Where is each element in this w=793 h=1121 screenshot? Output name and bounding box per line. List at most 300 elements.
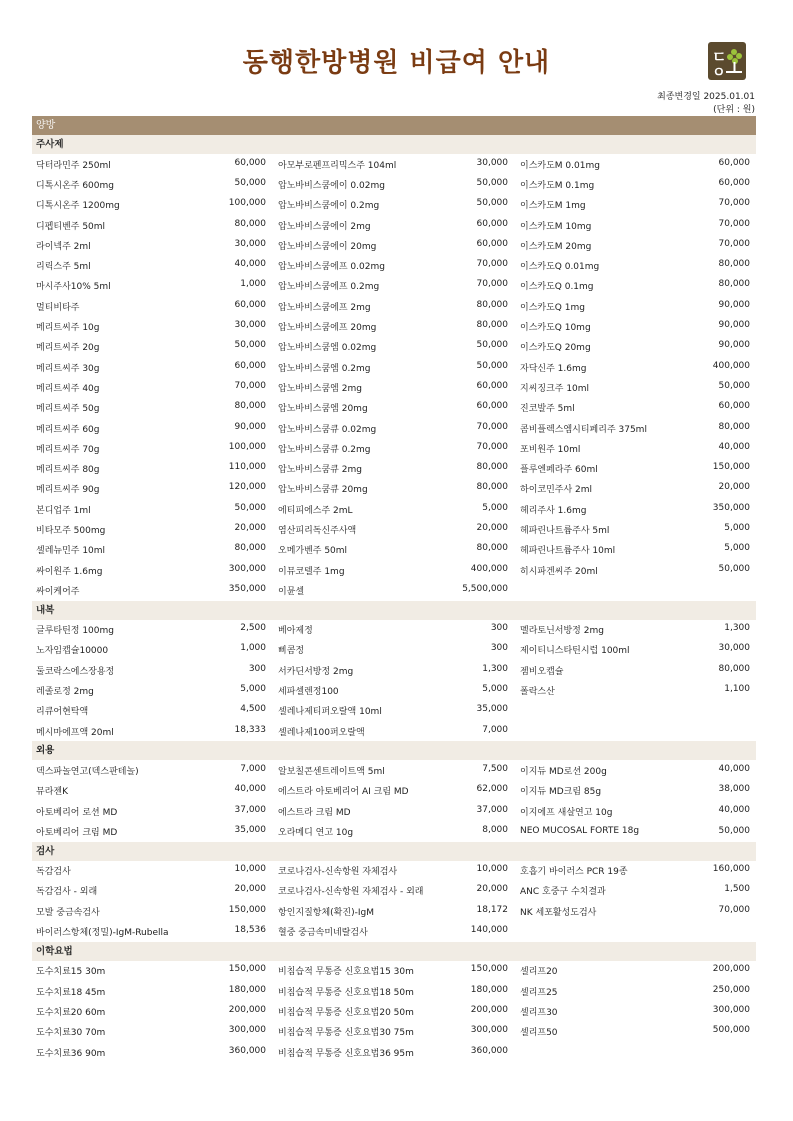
item-price: 20,000: [476, 884, 508, 895]
price-item: [514, 564, 756, 577]
item-price: 30,000: [718, 643, 750, 654]
item-name: 코로나검사-신속항원 자체검사: [278, 867, 398, 878]
price-item: [514, 643, 756, 656]
item-name: 글루타틴정 100mg: [36, 626, 114, 637]
section-header: 검사: [32, 842, 756, 861]
price-item: [32, 361, 272, 374]
price-item: [272, 784, 514, 797]
item-price: 110,000: [228, 462, 266, 473]
price-item: [514, 884, 756, 897]
item-name: 도수치료30 70m: [36, 1028, 106, 1039]
hospital-logo: [708, 42, 746, 80]
item-price: 10,000: [234, 864, 266, 875]
price-item: [272, 462, 514, 475]
price-item: [32, 401, 272, 414]
main-category-header: 양방: [32, 116, 756, 135]
price-item: [514, 361, 756, 374]
price-item: [514, 1005, 756, 1018]
item-name: 압노바비스쿰에프 20mg: [278, 323, 377, 334]
item-price: 2,500: [240, 623, 266, 634]
section-rows: [32, 620, 756, 742]
item-name: 메리트씨주 60g: [36, 424, 100, 435]
price-item: [272, 442, 514, 455]
price-item: [272, 1046, 514, 1059]
item-name: 이지듀 MD로션 200g: [520, 766, 607, 777]
item-name: 셀레나제100퍼오랄액: [278, 727, 365, 738]
item-name: 멜라토닌서방정 2mg: [520, 626, 604, 637]
item-name: 메리트씨주 10g: [36, 323, 100, 334]
item-price: 30,000: [234, 238, 266, 249]
price-item: [272, 704, 514, 717]
price-item: [32, 664, 272, 677]
item-name: 뮤라젠K: [36, 787, 68, 798]
item-name: 압노바비스쿰엠 2mg: [278, 383, 362, 394]
item-price: 350,000: [228, 583, 266, 594]
price-item: [272, 643, 514, 656]
item-price: 20,000: [234, 522, 266, 533]
price-item: [514, 320, 756, 333]
item-name: 모발 중금속검사: [36, 907, 100, 918]
item-price: 80,000: [234, 218, 266, 229]
item-name: 도수치료20 60m: [36, 1007, 106, 1018]
price-item: [272, 422, 514, 435]
item-price: 250,000: [712, 984, 750, 995]
item-price: 60,000: [234, 360, 266, 371]
item-price: 50,000: [718, 380, 750, 391]
section-header: 외용: [32, 741, 756, 760]
item-name: 멀티비타주: [36, 302, 80, 313]
price-item: [272, 503, 514, 516]
price-item: [32, 623, 272, 636]
price-item: [272, 584, 514, 597]
section-rows: [32, 154, 756, 601]
price-item: [514, 985, 756, 998]
item-name: 압노바비스쿰엠 20mg: [278, 404, 368, 415]
item-name: 에티피에스주 2mL: [278, 505, 353, 516]
table-row: [32, 640, 756, 660]
item-price: 60,000: [718, 177, 750, 188]
item-name: 헤리주사 1.6mg: [520, 505, 587, 516]
table-row: [32, 760, 756, 780]
item-price: 7,000: [482, 724, 508, 735]
price-item: [272, 381, 514, 394]
section-header: 이학요법: [32, 942, 756, 961]
item-name: 압노바비스쿰엠 0.02mg: [278, 343, 377, 354]
price-item: [32, 381, 272, 394]
item-price: 100,000: [228, 198, 266, 209]
item-name: 압노바비스쿰에이 2mg: [278, 221, 371, 232]
price-item: [514, 279, 756, 292]
table-row: [32, 357, 756, 377]
price-item: [272, 158, 514, 171]
item-price: 60,000: [718, 401, 750, 412]
item-price: 100,000: [228, 441, 266, 452]
item-name: 오메가벤주 50ml: [278, 546, 348, 557]
price-item: [514, 401, 756, 414]
item-name: 바이러스항체(정밀)-IgM-Rubella: [36, 928, 169, 939]
item-name: 압노바비스쿰큐 0.2mg: [278, 444, 371, 455]
price-item: [514, 1025, 756, 1038]
item-name: 자닥신주 1.6mg: [520, 363, 587, 374]
item-name: 리큐어현탁액: [36, 707, 89, 718]
item-name: 메리트씨주 80g: [36, 465, 100, 476]
price-item: [32, 543, 272, 556]
price-item: [32, 239, 272, 252]
table-row: [32, 801, 756, 821]
item-price: 80,000: [476, 543, 508, 554]
unit-label: (단위 : 원): [713, 105, 755, 115]
price-item: [272, 523, 514, 536]
item-name: 지씨징크주 10ml: [520, 383, 590, 394]
item-name: 비침습적 무통증 신호요법15 30m: [278, 967, 414, 978]
price-item: [272, 725, 514, 738]
item-price: 37,000: [234, 804, 266, 815]
item-price: 4,500: [240, 704, 266, 715]
table-row: [32, 781, 756, 801]
item-price: 80,000: [476, 320, 508, 331]
item-price: 400,000: [470, 563, 508, 574]
item-price: 50,000: [476, 360, 508, 371]
item-price: 18,536: [234, 925, 266, 936]
leaf-logo-icon: [708, 42, 746, 80]
price-item: [32, 925, 272, 938]
item-name: 이스카도M 1mg: [520, 201, 586, 212]
section-rows: [32, 760, 756, 841]
item-price: 70,000: [476, 441, 508, 452]
item-name: 압노바비스쿰큐 0.02mg: [278, 424, 377, 435]
item-price: 80,000: [476, 462, 508, 473]
item-price: 50,000: [234, 340, 266, 351]
item-price: 5,000: [240, 684, 266, 695]
item-name: 이스카도M 0.01mg: [520, 160, 600, 171]
price-item: [272, 543, 514, 556]
item-price: 60,000: [476, 238, 508, 249]
item-name: 압노바비스쿰에프 0.2mg: [278, 282, 380, 293]
item-price: 180,000: [228, 984, 266, 995]
price-item: [514, 158, 756, 171]
price-item: [272, 884, 514, 897]
item-price: 70,000: [718, 238, 750, 249]
section-header: 내복: [32, 601, 756, 620]
price-item: [32, 503, 272, 516]
item-price: 90,000: [718, 320, 750, 331]
item-name: 디톡시온주 600mg: [36, 180, 114, 191]
item-name: 셀리프20: [520, 967, 558, 978]
price-item: [514, 422, 756, 435]
item-price: 5,000: [482, 684, 508, 695]
item-name: 히시파겐씨주 20ml: [520, 566, 598, 577]
price-item: [272, 239, 514, 252]
price-item: [32, 864, 272, 877]
price-item: [32, 1046, 272, 1059]
item-price: 150,000: [228, 904, 266, 915]
price-item: [272, 964, 514, 977]
item-name: 도수치료18 45m: [36, 987, 106, 998]
table-row: [32, 255, 756, 275]
item-name: 압노바비스쿰큐 2mg: [278, 465, 362, 476]
section-rows: [32, 961, 756, 1062]
price-item: [32, 805, 272, 818]
item-name: 이스카도Q 10mg: [520, 323, 591, 334]
price-item: [272, 805, 514, 818]
item-price: 70,000: [476, 421, 508, 432]
item-price: 90,000: [234, 421, 266, 432]
item-price: 40,000: [718, 441, 750, 452]
price-item: [272, 401, 514, 414]
item-price: 5,000: [482, 502, 508, 513]
item-name: 이지듀 MD크림 85g: [520, 787, 602, 798]
item-price: 50,000: [476, 198, 508, 209]
item-price: 5,000: [724, 522, 750, 533]
price-item: [272, 925, 514, 938]
price-item: [514, 964, 756, 977]
item-name: 독감검사: [36, 867, 71, 878]
table-row: [32, 921, 756, 941]
price-item: [32, 1005, 272, 1018]
table-row: [32, 821, 756, 841]
item-name: 셀레나제티퍼오랄액 10ml: [278, 707, 382, 718]
price-item: [272, 259, 514, 272]
item-price: 35,000: [234, 824, 266, 835]
item-name: 도수치료15 30m: [36, 967, 106, 978]
item-price: 5,000: [724, 543, 750, 554]
item-name: 셀레뉴민주 10ml: [36, 546, 106, 557]
table-row: [32, 458, 756, 478]
price-item: [272, 864, 514, 877]
item-name: 압노바비스쿰엠 0.2mg: [278, 363, 371, 374]
item-price: 40,000: [234, 259, 266, 270]
table-row: [32, 901, 756, 921]
price-item: [32, 219, 272, 232]
price-item: [272, 985, 514, 998]
item-price: 18,172: [476, 904, 508, 915]
price-item: [514, 381, 756, 394]
item-price: 50,000: [718, 563, 750, 574]
item-price: 60,000: [718, 157, 750, 168]
item-price: 8,000: [482, 824, 508, 835]
item-name: 에스트라 크림 MD: [278, 807, 351, 818]
price-item: [32, 784, 272, 797]
updated-date: 최종변경일 2025.01.01: [657, 92, 755, 102]
item-name: 세파셀렌정100: [278, 687, 339, 698]
item-price: 360,000: [470, 1045, 508, 1056]
item-price: 60,000: [476, 380, 508, 391]
price-item: [32, 643, 272, 656]
table-row: [32, 398, 756, 418]
price-item: [272, 684, 514, 697]
item-price: 70,000: [476, 279, 508, 290]
price-item: [32, 279, 272, 292]
table-row: [32, 660, 756, 680]
item-price: 140,000: [470, 925, 508, 936]
price-item: [32, 462, 272, 475]
table-row: [32, 377, 756, 397]
table-row: [32, 721, 756, 741]
table-row: [32, 1022, 756, 1042]
price-item: [272, 340, 514, 353]
price-item: [32, 523, 272, 536]
item-name: 레졸로정 2mg: [36, 687, 94, 698]
price-item: [514, 503, 756, 516]
sections-container: [32, 135, 756, 1062]
price-item: [514, 764, 756, 777]
table-row: [32, 215, 756, 235]
svg-text:ㄷ: ㄷ: [712, 48, 727, 66]
item-name: 압노바비스쿰에이 0.2mg: [278, 201, 380, 212]
item-name: 이스카도Q 20mg: [520, 343, 591, 354]
item-price: 70,000: [234, 380, 266, 391]
item-name: 라이넥주 2ml: [36, 241, 91, 252]
price-item: [514, 864, 756, 877]
price-item: [514, 442, 756, 455]
table-row: [32, 620, 756, 640]
item-name: 이스카도Q 0.01mg: [520, 262, 600, 273]
item-name: 혈중 중금속미네랄검사: [278, 928, 368, 939]
price-item: [514, 340, 756, 353]
item-price: 40,000: [718, 763, 750, 774]
table-row: [32, 1001, 756, 1021]
item-price: 40,000: [718, 804, 750, 815]
item-name: NK 세포활성도검사: [520, 907, 597, 918]
item-name: 비침습적 무통증 신호요법18 50m: [278, 987, 414, 998]
item-name: 메시마에프액 20ml: [36, 727, 114, 738]
table-row: [32, 881, 756, 901]
item-name: NEO MUCOSAL FORTE 18g: [520, 826, 640, 837]
item-name: 오라메디 연고 10g: [278, 827, 354, 838]
price-item: [514, 805, 756, 818]
item-price: 300: [490, 643, 508, 654]
item-price: 50,000: [234, 177, 266, 188]
item-name: 이지에프 새살연고 10g: [520, 807, 613, 818]
item-name: 아모부로펜프리믹스주 104ml: [278, 160, 397, 171]
item-price: 50,000: [476, 340, 508, 351]
price-item: [272, 623, 514, 636]
item-name: 비타모주 500mg: [36, 525, 106, 536]
price-item: [272, 198, 514, 211]
item-price: 90,000: [718, 340, 750, 351]
item-name: 둘코락스에스장용정: [36, 666, 115, 677]
item-price: 20,000: [718, 482, 750, 493]
item-name: 비침습적 무통증 신호요법30 75m: [278, 1028, 414, 1039]
item-name: 독감검사 - 외래: [36, 887, 98, 898]
table-row: [32, 235, 756, 255]
item-price: 10,000: [476, 864, 508, 875]
table-row: [32, 296, 756, 316]
item-price: 1,500: [724, 884, 750, 895]
item-name: 메리트씨주 40g: [36, 383, 100, 394]
price-item: [272, 764, 514, 777]
table-row: [32, 680, 756, 700]
price-item: [272, 178, 514, 191]
item-price: 1,300: [482, 663, 508, 674]
item-price: 1,000: [240, 643, 266, 654]
price-item: [32, 564, 272, 577]
item-name: 압노바비스쿰에프 0.02mg: [278, 262, 385, 273]
item-name: 메리트씨주 70g: [36, 444, 100, 455]
item-name: 디펩티벤주 50ml: [36, 221, 106, 232]
item-price: 150,000: [228, 964, 266, 975]
item-price: 300,000: [470, 1025, 508, 1036]
item-name: 진코발주 5ml: [520, 404, 575, 415]
item-price: 60,000: [234, 299, 266, 310]
price-item: [272, 1025, 514, 1038]
item-price: 80,000: [234, 401, 266, 412]
price-item: [32, 985, 272, 998]
item-price: 300,000: [228, 1025, 266, 1036]
item-price: 300,000: [228, 563, 266, 574]
table-row: [32, 981, 756, 1001]
item-price: 80,000: [718, 421, 750, 432]
item-price: 20,000: [234, 884, 266, 895]
section-rows: [32, 861, 756, 942]
price-item: [272, 320, 514, 333]
item-price: 1,100: [724, 684, 750, 695]
item-name: 이뮤코텔주 1mg: [278, 566, 345, 577]
item-name: 압노바비스쿰에이 0.02mg: [278, 180, 385, 191]
item-price: 200,000: [228, 1004, 266, 1015]
table-row: [32, 316, 756, 336]
update-info: [657, 91, 755, 117]
price-item: [272, 300, 514, 313]
item-name: 이스카도M 10mg: [520, 221, 592, 232]
item-name: 본디업주 1ml: [36, 505, 91, 516]
item-price: 50,000: [234, 502, 266, 513]
item-name: 플루엔페라주 60ml: [520, 465, 598, 476]
table-row: [32, 418, 756, 438]
item-name: 디톡시온주 1200mg: [36, 201, 120, 212]
item-name: 삐콤정: [278, 646, 305, 657]
price-item: [514, 826, 756, 836]
item-price: 350,000: [712, 502, 750, 513]
item-name: ANC 호중구 수치결과: [520, 887, 606, 898]
item-name: 베아제정: [278, 626, 313, 637]
item-price: 80,000: [476, 299, 508, 310]
item-name: 도수치료36 90m: [36, 1048, 106, 1059]
item-price: 1,300: [724, 623, 750, 634]
item-name: 메리트씨주 50g: [36, 404, 100, 415]
item-price: 1,000: [240, 279, 266, 290]
price-item: [32, 964, 272, 977]
item-price: 300,000: [712, 1004, 750, 1015]
item-name: 콤비플렉스엠시티페리주 375ml: [520, 424, 647, 435]
item-price: 37,000: [476, 804, 508, 815]
item-name: 메리트씨주 20g: [36, 343, 100, 354]
price-item: [272, 664, 514, 677]
item-name: 에스트라 아토베리어 AI 크림 MD: [278, 787, 409, 798]
item-price: 120,000: [228, 482, 266, 493]
section-header: 주사제: [32, 135, 756, 154]
table-row: [32, 560, 756, 580]
price-item: [272, 361, 514, 374]
price-item: [514, 543, 756, 556]
price-item: [272, 905, 514, 918]
item-name: 셀리프50: [520, 1028, 558, 1039]
item-price: 40,000: [234, 784, 266, 795]
item-price: 5,500,000: [462, 583, 508, 594]
table-row: [32, 438, 756, 458]
item-price: 150,000: [712, 462, 750, 473]
item-name: 싸이케어주: [36, 586, 80, 597]
item-name: 압노바비스쿰에프 2mg: [278, 302, 371, 313]
item-price: 150,000: [470, 964, 508, 975]
price-item: [32, 584, 272, 597]
price-item: [514, 219, 756, 232]
price-item: [272, 564, 514, 577]
item-price: 20,000: [476, 522, 508, 533]
item-name: 하이코민주사 2ml: [520, 485, 593, 496]
table-row: [32, 580, 756, 600]
price-item: [514, 523, 756, 536]
